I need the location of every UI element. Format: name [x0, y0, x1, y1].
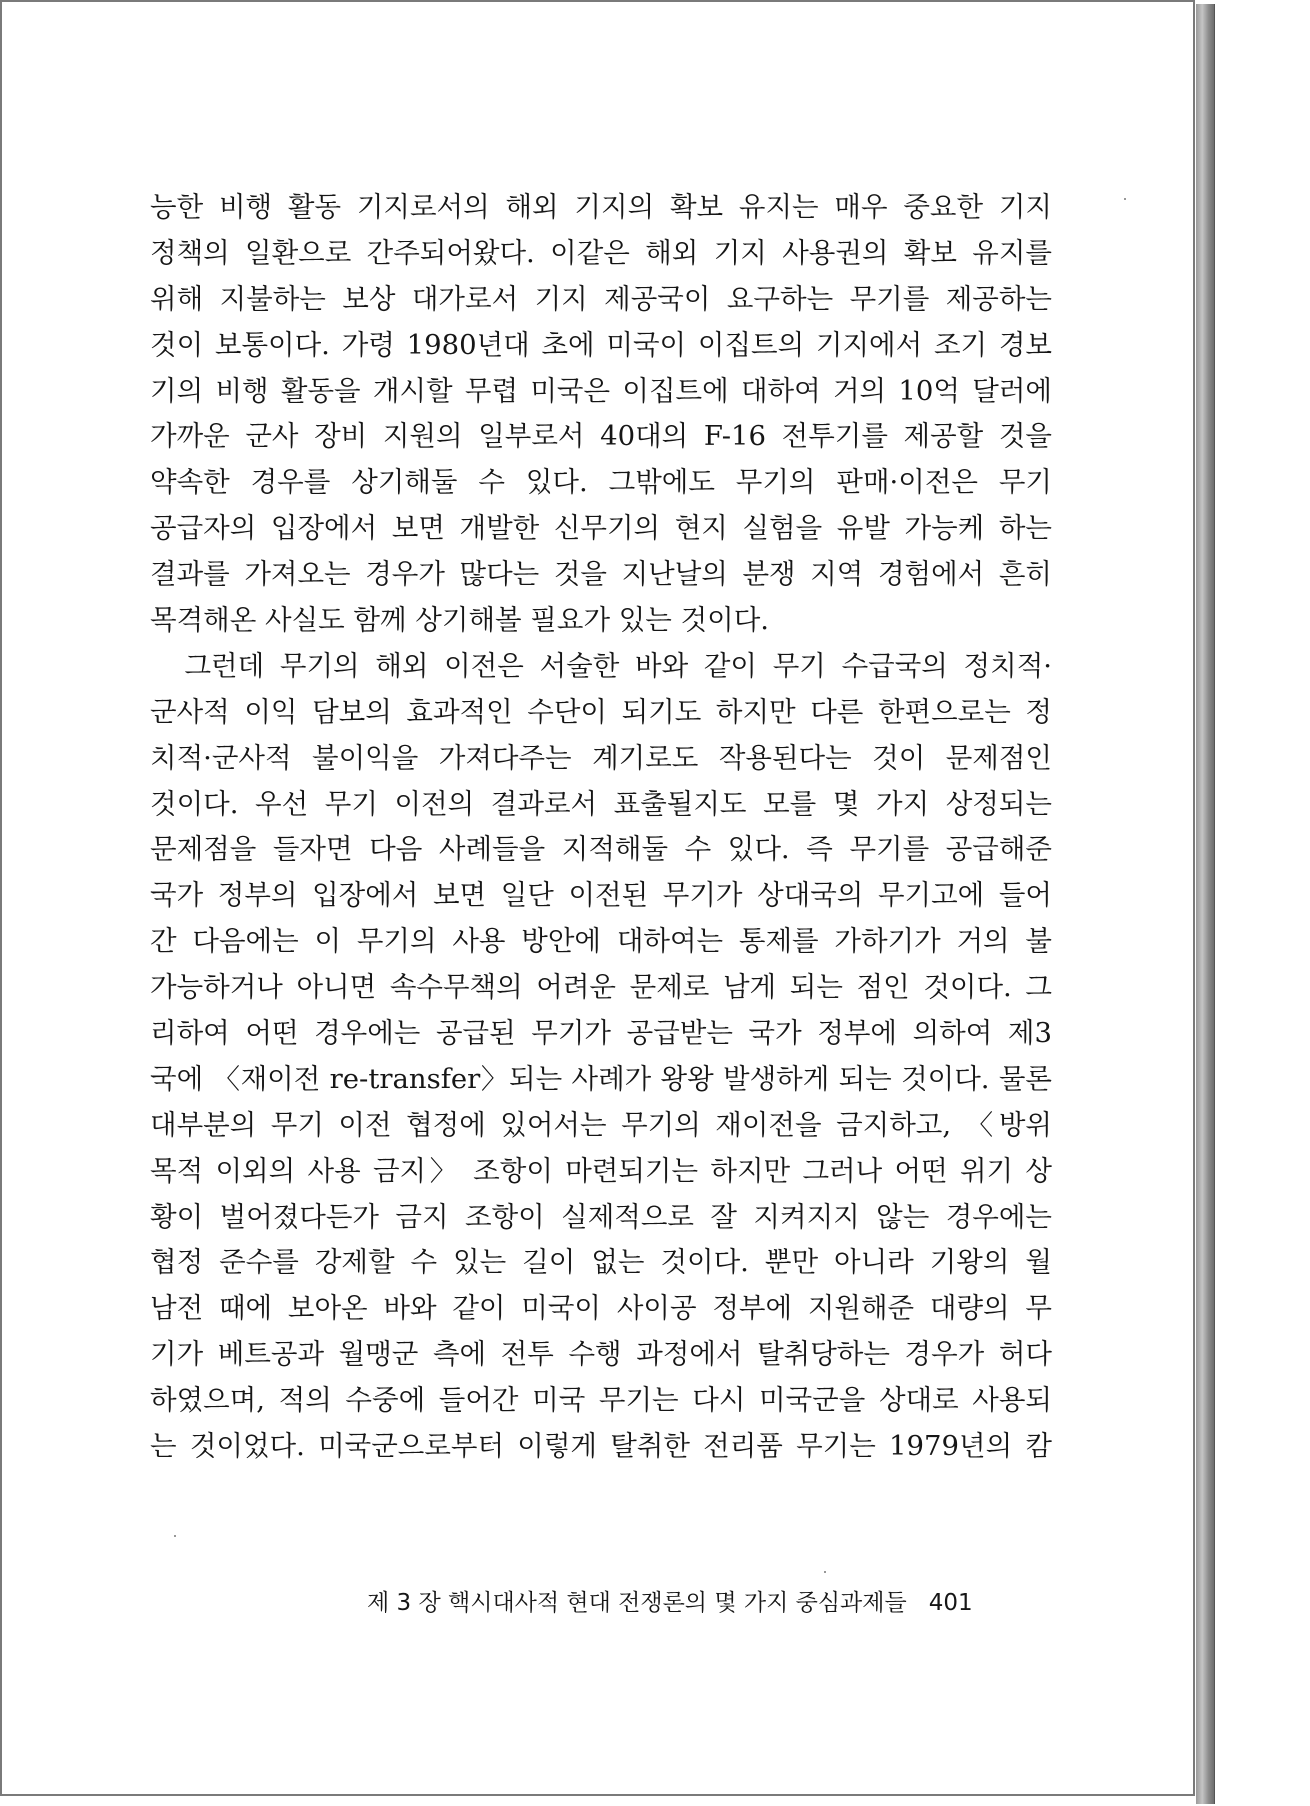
- text-line: 국에 〈재이전 re-transfer〉되는 사례가 왕왕 발생하게 되는 것이다. 물론: [150, 1062, 1052, 1095]
- text-line: 것이 보통이다. 가령 1980년대 초에 미국이 이집트의 기지에서 조기 경보: [150, 328, 1052, 361]
- page-footer: [367, 1584, 973, 1617]
- text-line: 목적 이외의 사용 금지〉 조항이 마련되기는 하지만 그러나 어떤 위기 상: [150, 1154, 1052, 1187]
- text-line: 리하여 어떤 경우에는 공급된 무기가 공급받는 국가 정부에 의하여 제3: [150, 1017, 1052, 1050]
- page-number: 401: [928, 1590, 973, 1616]
- text-line: 그런데 무기의 해외 이전은 서술한 바와 같이 무기 수급국의 정치적·: [150, 649, 1052, 682]
- text-line: 간 다음에는 이 무기의 사용 방안에 대하여는 통제를 가하기가 거의 불: [150, 925, 1052, 958]
- page-stack-edge: [1196, 4, 1215, 1804]
- text-line: 문제점을 들자면 다음 사례들을 지적해둘 수 있다. 즉 무기를 공급해준: [150, 833, 1052, 866]
- running-title: 제 3 장 핵시대사적 현대 전쟁론의 몇 가지 중심과제들: [367, 1590, 907, 1616]
- text-line: 남전 때에 보아온 바와 같이 미국이 사이공 정부에 지원해준 대량의 무: [150, 1292, 1052, 1325]
- text-line: 군사적 이익 담보의 효과적인 수단이 되기도 하지만 다른 한편으로는 정: [150, 695, 1052, 728]
- text-line: 능한 비행 활동 기지로서의 해외 기지의 확보 유지는 매우 중요한 기지: [150, 191, 1052, 223]
- text-line: 기가 베트공과 월맹군 측에 전투 수행 과정에서 탈취당하는 경우가 허다: [150, 1338, 1052, 1371]
- body-text: [150, 185, 1052, 1470]
- text-line: 국가 정부의 입장에서 보면 일단 이전된 무기가 상대국의 무기고에 들어: [150, 879, 1052, 912]
- text-line: 가능하거나 아니면 속수무책의 어려운 문제로 남게 되는 점인 것이다. 그: [150, 971, 1052, 1004]
- text-line: 가까운 군사 장비 지원의 일부로서 40대의 F-16 전투기를 제공할 것을: [150, 420, 1052, 453]
- text-line: 는 것이었다. 미국군으로부터 이렇게 탈취한 전리품 무기는 1979년의 캄: [150, 1430, 1052, 1463]
- text-line: 위해 지불하는 보상 대가로서 기지 제공국이 요구하는 무기를 제공하는: [150, 282, 1052, 315]
- text-line: 공급자의 입장에서 보면 개발한 신무기의 현지 실험을 유발 가능케 하는: [150, 512, 1052, 545]
- text-line: 치적·군사적 불이익을 가져다주는 계기로도 작용된다는 것이 문제점인: [150, 741, 1052, 774]
- text-line: 목격해온 사실도 함께 상기해볼 필요가 있는 것이다.: [150, 604, 770, 637]
- scan-speck: [1124, 198, 1126, 200]
- text-line: 황이 벌어졌다든가 금지 조항이 실제적으로 잘 지켜지지 않는 경우에는: [150, 1200, 1052, 1233]
- text-line: 기의 비행 활동을 개시할 무렵 미국은 이집트에 대하여 거의 10억 달러에: [150, 374, 1052, 407]
- scan-speck: [174, 1535, 176, 1537]
- text-line: 것이다. 우선 무기 이전의 결과로서 표출될지도 모를 몇 가지 상정되는: [150, 787, 1052, 820]
- scan-speck: [824, 1571, 826, 1573]
- text-line: 하였으며, 적의 수중에 들어간 미국 무기는 다시 미국군을 상대로 사용되: [150, 1384, 1052, 1417]
- text-line: 대부분의 무기 이전 협정에 있어서는 무기의 재이전을 금지하고, 〈방위: [150, 1108, 1052, 1141]
- text-line: 정책의 일환으로 간주되어왔다. 이같은 해외 기지 사용권의 확보 유지를: [150, 236, 1052, 269]
- text-line: 약속한 경우를 상기해둘 수 있다. 그밖에도 무기의 판매·이전은 무기: [150, 466, 1052, 499]
- text-line: 협정 준수를 강제할 수 있는 길이 없는 것이다. 뿐만 아니라 기왕의 월: [150, 1246, 1052, 1279]
- text-line: 결과를 가져오는 경우가 많다는 것을 지난날의 분쟁 지역 경험에서 흔히: [150, 558, 1052, 591]
